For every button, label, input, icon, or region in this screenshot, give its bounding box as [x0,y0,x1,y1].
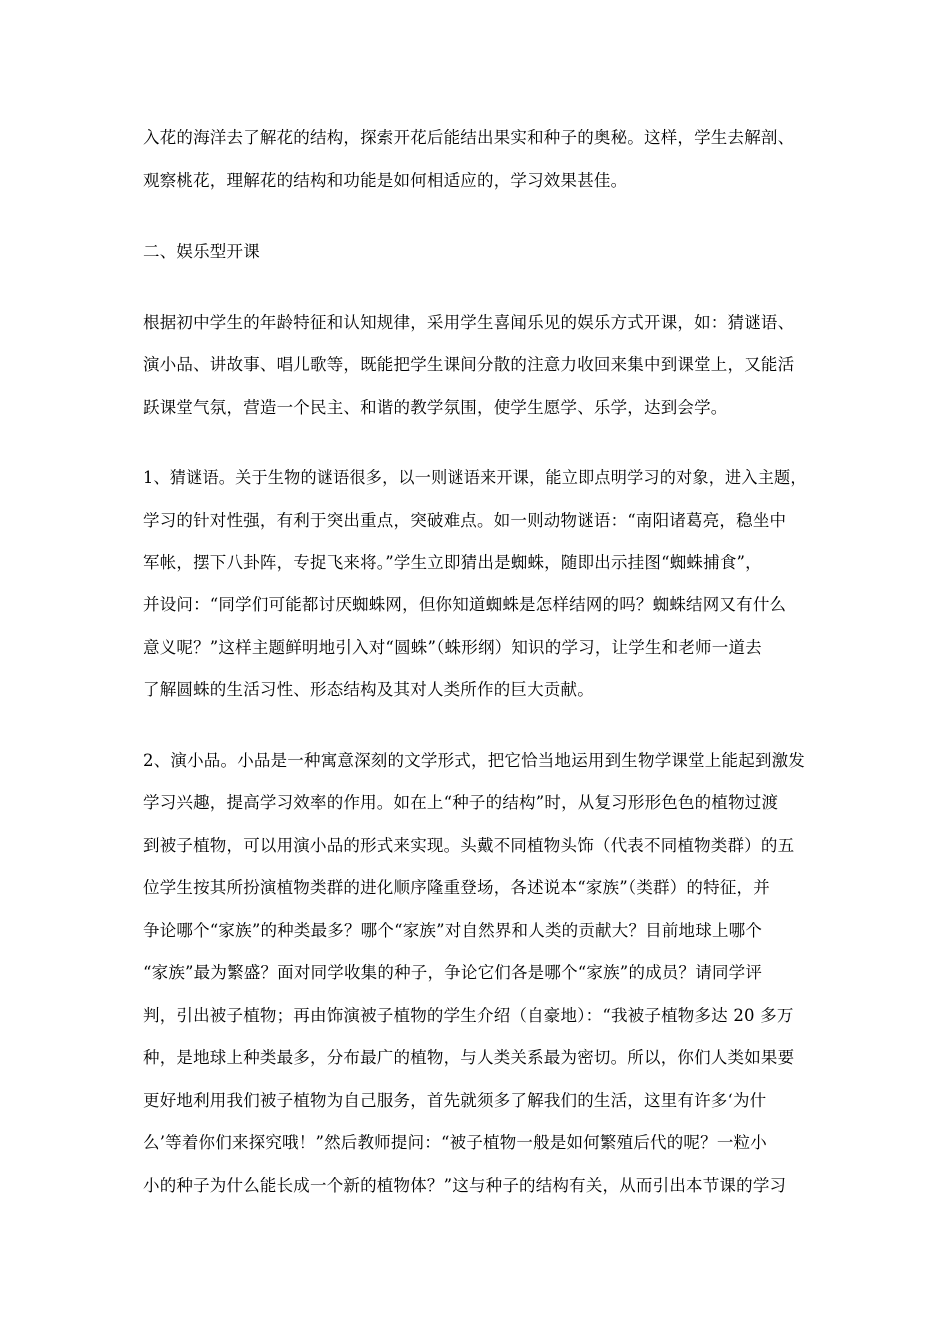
text-line: 到被子植物，可以用演小品的形式来实现。头戴不同植物头饰（代表不同植物类群）的五 [143,836,795,855]
text-line: 了解圆蛛的生活习性、形态结构及其对人类所作的巨大贡献。 [143,680,594,699]
text-line: 演小品、讲故事、唱儿歌等，既能把学生课间分散的注意力收回来集中到课堂上，又能活 [143,355,795,374]
text-line: “家族”最为繁盛？面对同学收集的种子，争论它们各是哪个“家族”的成员？请同学评 [143,963,763,982]
text-line: 并设问：“同学们可能都讨厌蜘蛛网，但你知道蜘蛛是怎样结网的吗？蜘蛛结网又有什么 [143,595,787,614]
text-line: 学习的针对性强，有利于突出重点，突破难点。如一则动物谜语：“南阳诸葛亮，稳坐中 [143,511,787,530]
text-line: 2、演小品。小品是一种寓意深刻的文学形式，把它恰当地运用到生物学课堂上能起到激发 [143,751,805,770]
text-line: 小的种子为什么能长成一个新的植物体？”这与种子的结构有关，从而引出本节课的学习 [143,1176,787,1195]
text-line: 1、猜谜语。关于生物的谜语很多，以一则谜语来开课，能立即点明学习的对象，进入主题， [143,468,807,487]
text-line: 入花的海洋去了解花的结构，探索开花后能结出果实和种子的奥秘。这样，学生去解剖、 [143,128,795,147]
text-line: 判，引出被子植物；再由饰演被子植物的学生介绍（自豪地）：“我被子植物多达 20 多万 [143,1006,794,1025]
text-line: 意义呢？”这样主题鲜明地引入对“圆蛛”（蛛形纲）知识的学习，让学生和老师一道去 [143,638,762,657]
text-line: 根据初中学生的年龄特征和认知规律，采用学生喜闻乐见的娱乐方式开课，如：猜谜语、 [143,313,795,332]
text-line: 跃课堂气氛，营造一个民主、和谐的教学氛围，使学生愿学、乐学，达到会学。 [143,398,728,417]
text-line: 种，是地球上种类最多，分布最广的植物，与人类关系最为密切。所以，你们人类如果要 [143,1048,795,1067]
text-line: 观察桃花，理解花的结构和功能是如何相适应的，学习效果甚佳。 [143,171,628,190]
text-line: 么’等着你们来探究哦！”然后教师提问：“被子植物一般是如何繁殖后代的呢？一粒小 [143,1133,767,1152]
text-line: 学习兴趣，提高学习效率的作用。如在上“种子的结构”时，从复习形形色色的植物过渡 [143,793,779,812]
text-line: 争论哪个“家族”的种类最多？哪个“家族”对自然界和人类的贡献大？目前地球上哪个 [143,921,763,940]
text-line: 军帐，摆下八卦阵，专捉飞来将。”学生立即猜出是蜘蛛，随即出示挂图“蜘蛛捕食”， [143,553,762,572]
section-heading: 二、娱乐型开课 [143,242,260,261]
text-line: 更好地利用我们被子植物为自己服务，首先就须多了解我们的生活，这里有许多‘为什 [143,1091,767,1110]
text-line: 位学生按其所扮演植物类群的进化顺序隆重登场，各述说本“家族”（类群）的特征，并 [143,878,770,897]
